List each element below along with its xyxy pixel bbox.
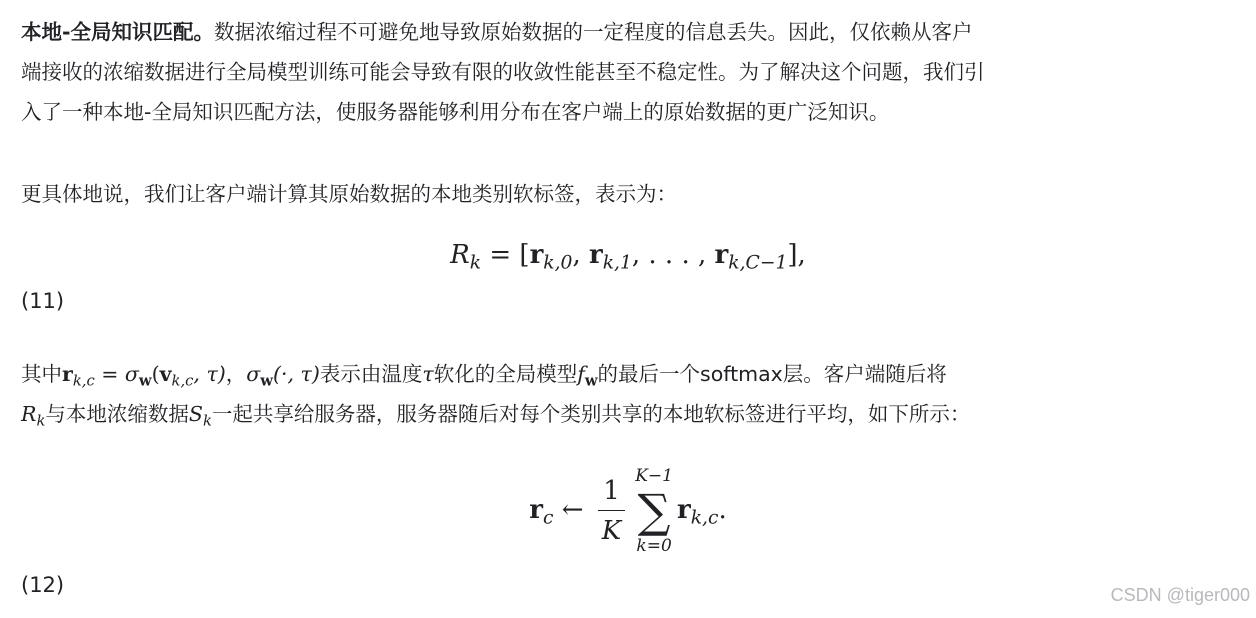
math-subscript: k,C−1 bbox=[728, 252, 788, 274]
paragraph-text: ， bbox=[225, 362, 247, 386]
summation-upper-limit: K−1 bbox=[635, 466, 673, 486]
equation-number: (11) bbox=[21, 289, 65, 313]
math-symbol: f bbox=[577, 362, 585, 386]
paragraph-line bbox=[21, 12, 1256, 52]
section-lead-heading: 本地-全局知识匹配。 bbox=[21, 20, 215, 44]
math-ellipsis: , . . . , bbox=[631, 240, 715, 270]
paragraph-text: 与本地浓缩数据 bbox=[45, 402, 189, 426]
math-subscript: k bbox=[36, 412, 46, 430]
math-symbol: v bbox=[159, 362, 172, 386]
watermark: CSDN @tiger000 bbox=[1110, 585, 1250, 605]
equation-number: (12) bbox=[21, 573, 65, 597]
paragraph-text: 其中 bbox=[21, 362, 62, 386]
math-fraction bbox=[598, 472, 625, 551]
paragraph-line: 更具体地说，我们让客户端计算其原始数据的本地类别软标签，表示为： bbox=[21, 182, 677, 206]
math-symbol: τ bbox=[422, 362, 434, 386]
math-symbol: S bbox=[188, 402, 203, 426]
math-subscript: k bbox=[202, 412, 212, 430]
math-operator: = σ bbox=[94, 362, 139, 386]
math-symbol: r bbox=[714, 240, 729, 270]
math-operator: = [ bbox=[481, 240, 530, 270]
paragraph-text: 的最后一个softmax层。客户端随后将 bbox=[597, 362, 947, 386]
math-operator: (·, τ) bbox=[273, 362, 320, 386]
fraction-numerator: 1 bbox=[598, 472, 625, 511]
paragraph-text: 一起共享给服务器，服务器随后对每个类别共享的本地软标签进行平均，如下所示： bbox=[211, 402, 971, 426]
math-symbol: R bbox=[21, 402, 37, 426]
paragraph-knowledge-matching bbox=[21, 12, 1256, 132]
fraction-denominator: K bbox=[601, 515, 622, 546]
equation-12 bbox=[0, 464, 1256, 558]
math-subscript: w bbox=[260, 372, 273, 390]
paragraph-text: 软化的全局模型 bbox=[433, 362, 578, 386]
math-symbol: r bbox=[529, 495, 543, 525]
math-subscript: c bbox=[542, 507, 554, 529]
paragraph-text: 数据浓缩过程不可避免地导致原始数据的一定程度的信息丢失。因此，仅依赖从客户 bbox=[214, 20, 973, 44]
math-symbol: σ bbox=[246, 362, 261, 386]
math-subscript: k,1 bbox=[602, 252, 632, 274]
paragraph-line: 入了一种本地-全局知识匹配方法，使服务器能够利用分布在客户端上的原始数据的更广泛知识。 bbox=[21, 100, 890, 124]
math-subscript: k,0 bbox=[543, 252, 573, 274]
math-symbol: r bbox=[676, 495, 691, 525]
math-operator: ], bbox=[787, 240, 806, 270]
math-subscript: k,c bbox=[171, 372, 194, 390]
paragraph-line bbox=[21, 354, 1256, 394]
math-arrow: ← bbox=[553, 495, 592, 525]
math-symbol: r bbox=[588, 240, 603, 270]
paragraph-line bbox=[21, 394, 1256, 434]
math-subscript: w bbox=[138, 372, 152, 390]
summation-operator bbox=[635, 464, 673, 558]
math-operator: ( bbox=[151, 362, 160, 386]
math-symbol: r bbox=[529, 240, 544, 270]
paragraph-text: 表示由温度 bbox=[319, 362, 423, 386]
math-operator: , τ) bbox=[193, 362, 226, 386]
math-subscript: k bbox=[469, 252, 482, 274]
math-symbol: R bbox=[450, 240, 470, 270]
math-subscript: k,c bbox=[690, 507, 719, 529]
summation-lower-limit: k=0 bbox=[636, 536, 672, 556]
math-operator: . bbox=[718, 495, 727, 525]
math-subscript: k,c bbox=[72, 372, 95, 390]
summation-sign: ∑ bbox=[637, 484, 671, 538]
equation-11: $R_k = [r_{k,0}$, $r_{k,1}$, . . . , $r_{k,C-1}$], bbox=[450, 240, 806, 274]
paragraph-soft-labels-intro bbox=[21, 174, 1256, 214]
math-subscript: w bbox=[584, 372, 598, 390]
paragraph-softmax-description bbox=[21, 354, 1256, 434]
math-symbol: r bbox=[62, 362, 73, 386]
paragraph-line: 端接收的浓缩数据进行全局模型训练可能会导致有限的收敛性能甚至不稳定性。为了解决这个问题，我们引 bbox=[21, 60, 985, 84]
